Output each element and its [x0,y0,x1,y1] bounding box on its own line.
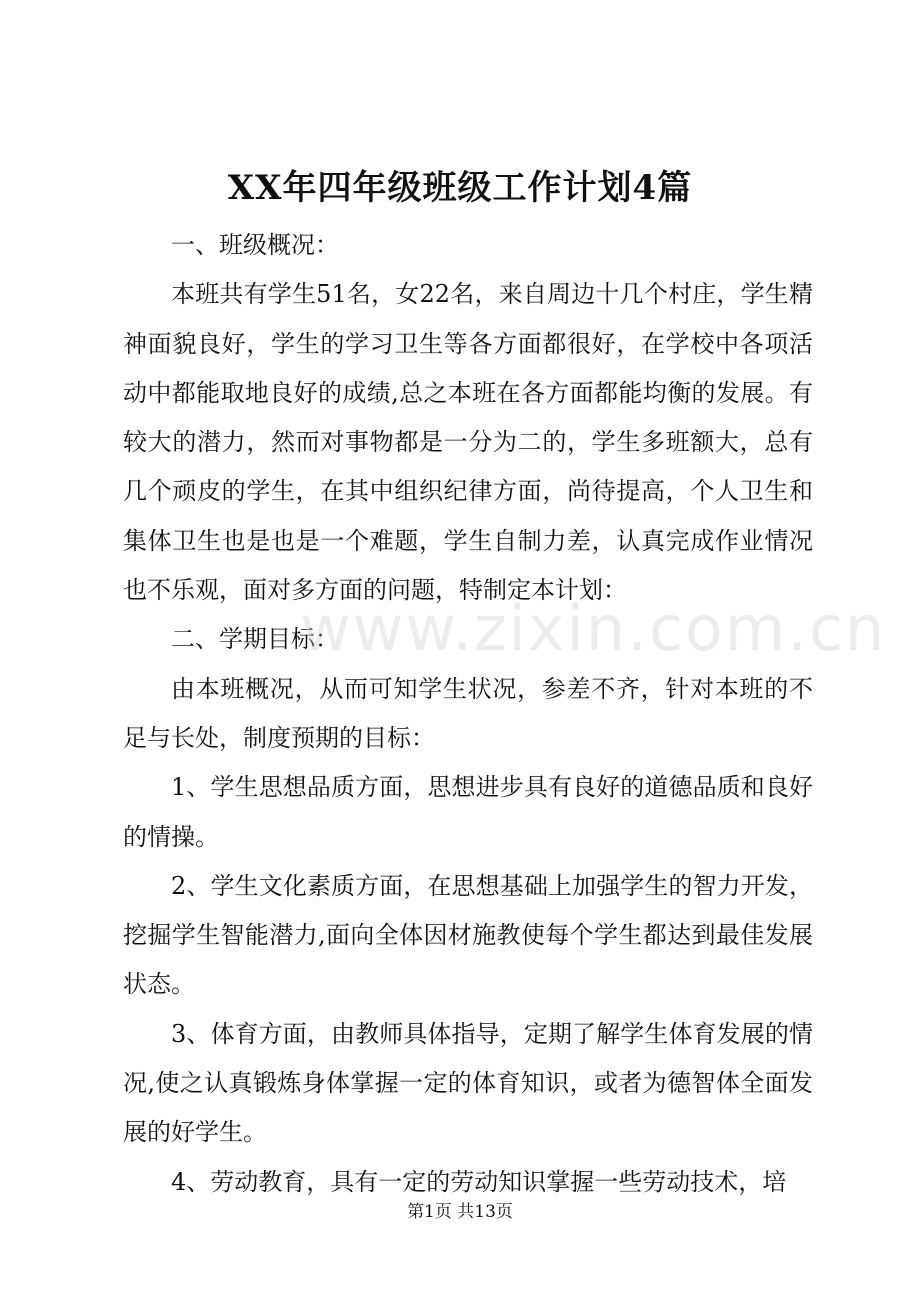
page-footer: 第1页 共13页 [407,1202,513,1222]
watermark: www.zixin.com.cn [300,592,887,665]
paragraph-section-2-heading: 二、学期目标： [171,625,339,654]
paragraph-goal-1: 1、学生思想品质方面，思想进步具有良好的道德品质和良好的情操。 [123,773,813,851]
document-title: XX年四年级班级工作计划4篇 [227,168,693,208]
document-body [123,221,813,1207]
paragraph-class-overview: 本班共有学生51名，女22名，来自周边十几个村庄，学生精神面貌良好，学生的学习卫生等各方面都很好，在学校中各项活动中都能取地良好的成绩,总之本班在各方面都能均衡的发展。有较大的潜力，然而对事物都是一分为二的，学生多班额大，总有几个顽皮的学生，在其中组织纪律方面，尚待提高，个人卫生和集体卫生也是也是一个难题，学生自制力差，认真完成作业情况也不乐观，面对多方面的问题，特制定本计划： [123,280,813,605]
paragraph-goal-2: 2、学生文化素质方面，在思想基础上加强学生的智力开发，挖掘学生智能潜力,面向全体因材施教使每个学生都达到最佳发展状态。 [123,871,813,999]
paragraph-goals-intro: 由本班概况，从而可知学生状况，参差不齐，针对本班的不足与长处，制度预期的目标： [123,674,813,752]
paragraph-section-1-heading: 一、班级概况： [171,231,339,259]
paragraph-goal-4: 4、劳动教育，具有一定的劳动知识掌握一些劳动技术，培 [171,1167,787,1196]
paragraph-goal-3: 3、体育方面，由教师具体指导，定期了解学生体育发展的情况,使之认真锻炼身体掌握一定的体育知识，或者为德智体全面发展的好学生。 [123,1019,813,1147]
